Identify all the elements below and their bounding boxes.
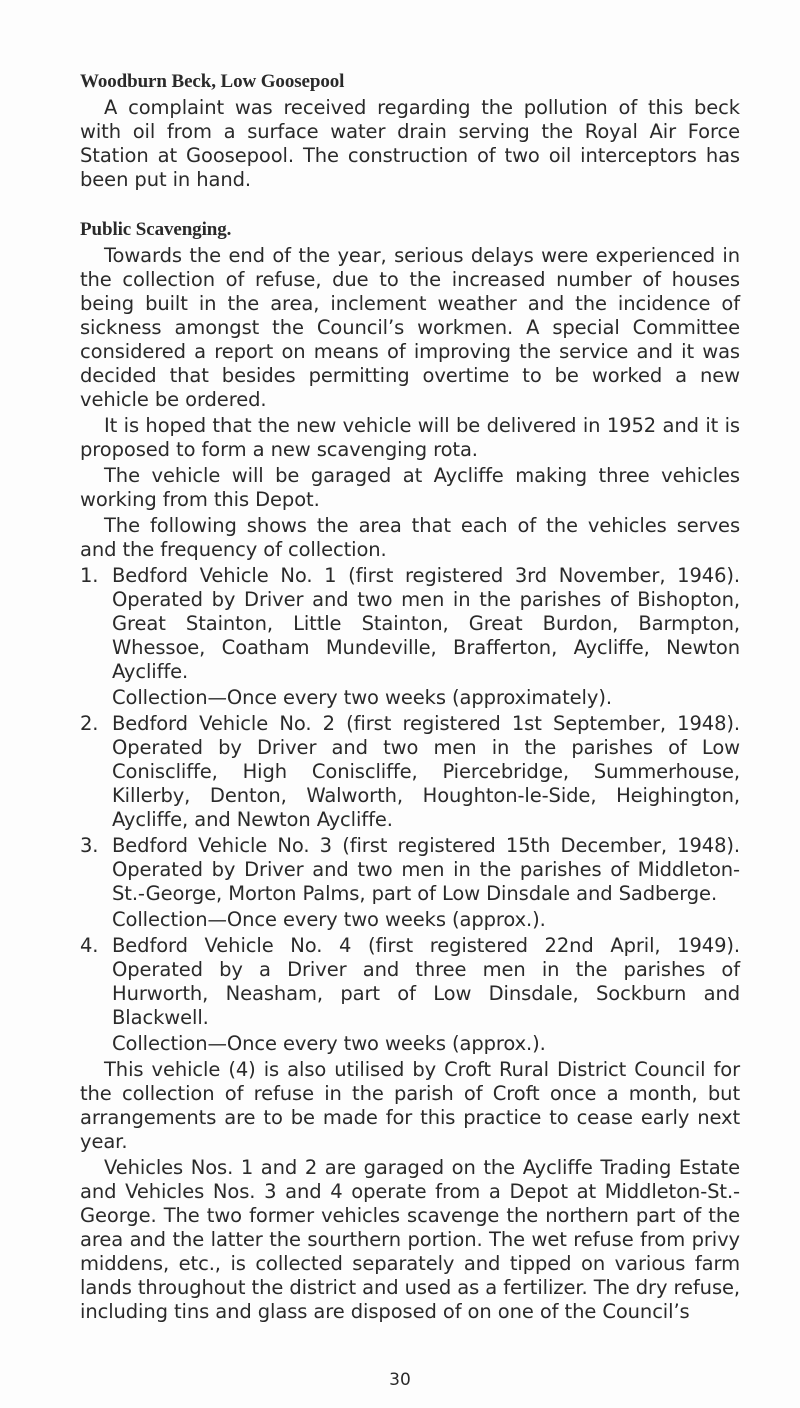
paragraph: It is hoped that the new vehicle will be delivered in 1952 and it is proposed to form a new scavenging rota. [80, 414, 740, 461]
paragraph: The vehicle will be garaged at Aycliffe making three vehicles working from this Depot. [80, 464, 740, 511]
list-item-text: Bedford Vehicle No. 1 (first registered 3rd November, 1946). Operated by Driver and two men in the parishes of Bishopton, Great Stainton, Little Stainton, Great Burdon, Barmpton, Whessoe, Coatham Mundeville, Brafferton, Aycliffe, Newton Aycliffe. [112, 564, 740, 683]
list-item-text: Bedford Vehicle No. 3 (first registered 15th December, 1948). Operated by Driver and two men in the parishes of Middleton-St.-George, Morton Palms, part of Low Dinsdale and Sadberge. [112, 834, 740, 905]
paragraph: The following shows the area that each of the vehicles serves and the frequency of collection. [80, 514, 740, 561]
page-number: 30 [389, 1370, 411, 1390]
list-item-text: Bedford Vehicle No. 2 (first registered 1st September, 1948). Operated by Driver and two men in the parishes of Low Coniscliffe, High Coniscliffe, Piercebridge, Summerhouse, Killerby, Denton, Walworth, Houghton-le-Side, Heighington, Aycliffe, and Newton Aycliffe. [112, 712, 740, 831]
list-item-text: Bedford Vehicle No. 4 (first registered 22nd April, 1949). Operated by a Driver and three men in the parishes of Hurworth, Neasham, part of Low Dinsdale, Sockburn and Blackwell. [112, 934, 740, 1029]
collection-frequency: Collection—Once every two weeks (approx.). [112, 1032, 546, 1055]
list-item-number: 1. [80, 564, 99, 587]
collection-frequency: Collection—Once every two weeks (approx.). [112, 908, 546, 931]
page-content [80, 70, 740, 1326]
list-item [80, 834, 740, 932]
vehicle-list [80, 564, 740, 1056]
section-heading-woodburn-beck: Woodburn Beck, Low Goosepool [80, 71, 345, 92]
collection-frequency: Collection—Once every two weeks (approximately). [112, 686, 612, 709]
paragraph: Vehicles Nos. 1 and 2 are garaged on the Aycliffe Trading Estate and Vehicles Nos. 3 and 4 operate from a Depot at Middleton-St.-George. The two former vehicles scavenge the northern part of the area and the latter the sourthern portion. The wet refuse from privy middens, etc., is collected separately and tipped on various farm lands throughout the district and used as a fertilizer. The dry refuse, including tins and glass are disposed of on one of the Council’s [80, 1156, 740, 1323]
list-item [80, 934, 740, 1056]
paragraph-woodburn-beck: A complaint was received regarding the pollution of this beck with oil from a surface water drain serving the Royal Air Force Station at Goosepool. The construction of two oil interceptors has been put in hand. [80, 96, 740, 191]
list-item [80, 564, 740, 710]
list-item-number: 3. [80, 834, 99, 857]
list-item [80, 712, 740, 832]
public-scavenging-section [80, 218, 740, 1324]
list-item-number: 2. [80, 712, 99, 735]
section-heading-public-scavenging: Public Scavenging. [80, 219, 232, 240]
paragraph: Towards the end of the year, serious delays were experienced in the collection of refuse, due to the increased number of houses being built in the area, inclement weather and the incidence of sickness amongst the Council’s workmen. A special Committee considered a report on means of improving the service and it was decided that besides permitting overtime to be worked a new vehicle be ordered. [80, 244, 740, 411]
list-item-number: 4. [80, 934, 99, 957]
paragraph: This vehicle (4) is also utilised by Croft Rural District Council for the collection of refuse in the parish of Croft once a month, but arrangements are to be made for this practice to cease early next year. [80, 1058, 740, 1153]
